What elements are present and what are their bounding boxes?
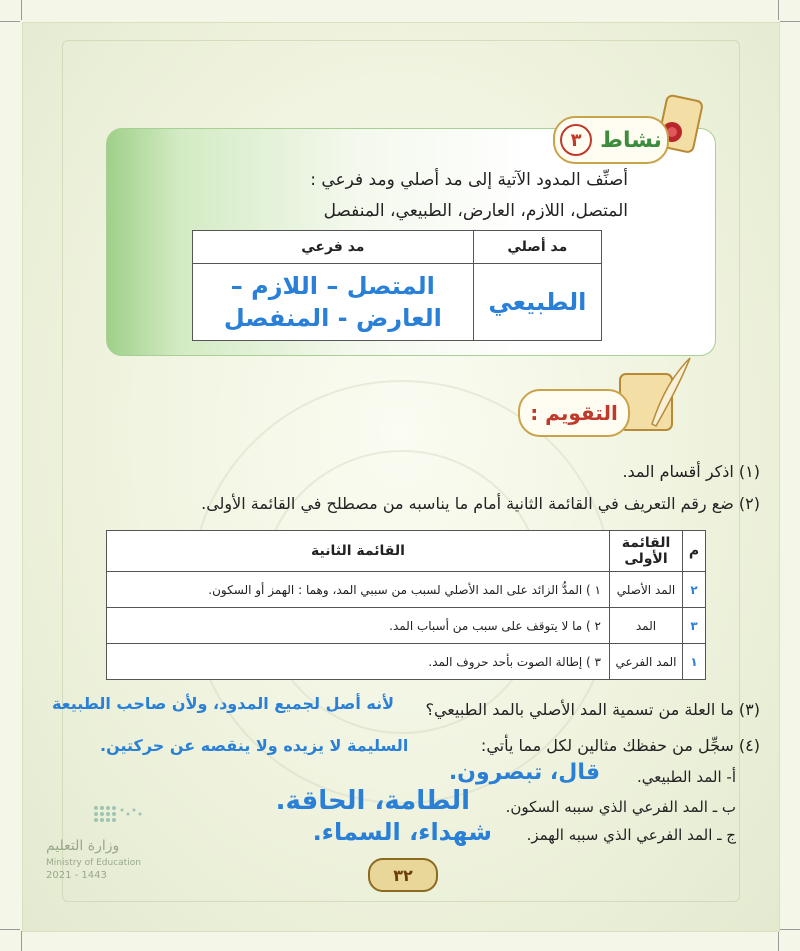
crop-mark xyxy=(0,929,20,930)
ministry-name-english: Ministry of Education xyxy=(46,858,141,868)
row-second: ٢ ) ما لا يتوقف على سبب من أسباب المد. xyxy=(107,608,610,644)
ministry-logo-icon xyxy=(90,800,150,830)
question-2: (٢) ضع رقم التعريف في القائمة الثانية أمام ما يناسبه من مصطلح في القائمة الأولى. xyxy=(201,494,760,513)
col-first-header: القائمة الأولى xyxy=(610,531,683,572)
answer-original-cell xyxy=(473,264,601,341)
row-answer: ٢ xyxy=(683,572,706,608)
matching-table xyxy=(106,530,706,680)
page-number: ٣٢ xyxy=(368,858,438,892)
item-b-answer: الطامة، الحاقة. xyxy=(275,786,470,816)
crop-mark xyxy=(0,21,20,22)
crop-mark xyxy=(780,21,800,22)
crop-mark xyxy=(21,0,22,20)
question-3-answer-line1: لأنه أصل لجميع المدود، ولأن صاحب الطبيعة xyxy=(51,694,394,713)
item-b: ب ـ المد الفرعي الذي سببه السكون. xyxy=(505,798,736,816)
col-second-header: القائمة الثانية xyxy=(107,531,610,572)
table-row xyxy=(107,572,706,608)
row-second: ١ ) المدُّ الزائد على المد الأصلي لسبب من سببي المد، وهما : الهمز أو السكون. xyxy=(107,572,610,608)
activity-badge-label: نشاط xyxy=(600,127,662,153)
row-first: المد xyxy=(610,608,683,644)
answer-branch-line1: المتصل – اللازم – xyxy=(230,271,435,300)
crop-mark xyxy=(778,931,779,951)
row-first: المد الأصلي xyxy=(610,572,683,608)
item-a-answer: قال، تبصرون. xyxy=(448,760,600,785)
answer-branch-cell xyxy=(193,264,474,341)
question-4: (٤) سجِّل من حفظك مثالين لكل مما يأتي: xyxy=(480,736,760,755)
col-m-header: م xyxy=(683,531,706,572)
item-a: أ- المد الطبيعي. xyxy=(636,768,736,786)
ministry-name-arabic: وزارة التعليم xyxy=(46,838,120,854)
activity-terms: المتصل، اللازم، العارض، الطبيعي، المنفصل xyxy=(323,201,628,221)
activity-badge xyxy=(553,116,669,164)
row-answer: ٣ xyxy=(683,608,706,644)
activity-badge-number: ٣ xyxy=(560,124,592,156)
question-3: (٣) ما العلة من تسمية المد الأصلي بالمد الطبيعي؟ xyxy=(425,700,760,719)
question-1: (١) اذكر أقسام المد. xyxy=(622,462,760,481)
header-original-madd: مد أصلي xyxy=(473,231,601,264)
question-3-answer-line2: السليمة لا يزيده ولا ينقصه عن حركتين. xyxy=(100,736,409,755)
crop-mark xyxy=(21,931,22,951)
item-c-answer: شهداء، السماء. xyxy=(312,818,492,846)
edition-year: 2021 - 1443 xyxy=(46,870,107,881)
row-answer: ١ xyxy=(683,644,706,680)
row-second: ٣ ) إطالة الصوت بأحد حروف المد. xyxy=(107,644,610,680)
crop-mark xyxy=(778,0,779,20)
madd-classification-table xyxy=(192,230,602,341)
activity-instruction: أصنِّف المدود الآتية إلى مد أصلي ومد فرعي : xyxy=(310,170,628,190)
item-c: ج ـ المد الفرعي الذي سببه الهمز. xyxy=(526,826,736,844)
crop-mark xyxy=(780,929,800,930)
evaluation-badge xyxy=(518,389,630,437)
answer-branch-line2: العارض - المنفصل xyxy=(223,304,442,332)
row-first: المد الفرعي xyxy=(610,644,683,680)
evaluation-badge-label: التقويم : xyxy=(530,401,618,425)
answer-original: الطبيعي xyxy=(488,287,587,316)
table-row xyxy=(107,608,706,644)
header-branch-madd: مد فرعي xyxy=(193,231,474,264)
table-row xyxy=(107,644,706,680)
